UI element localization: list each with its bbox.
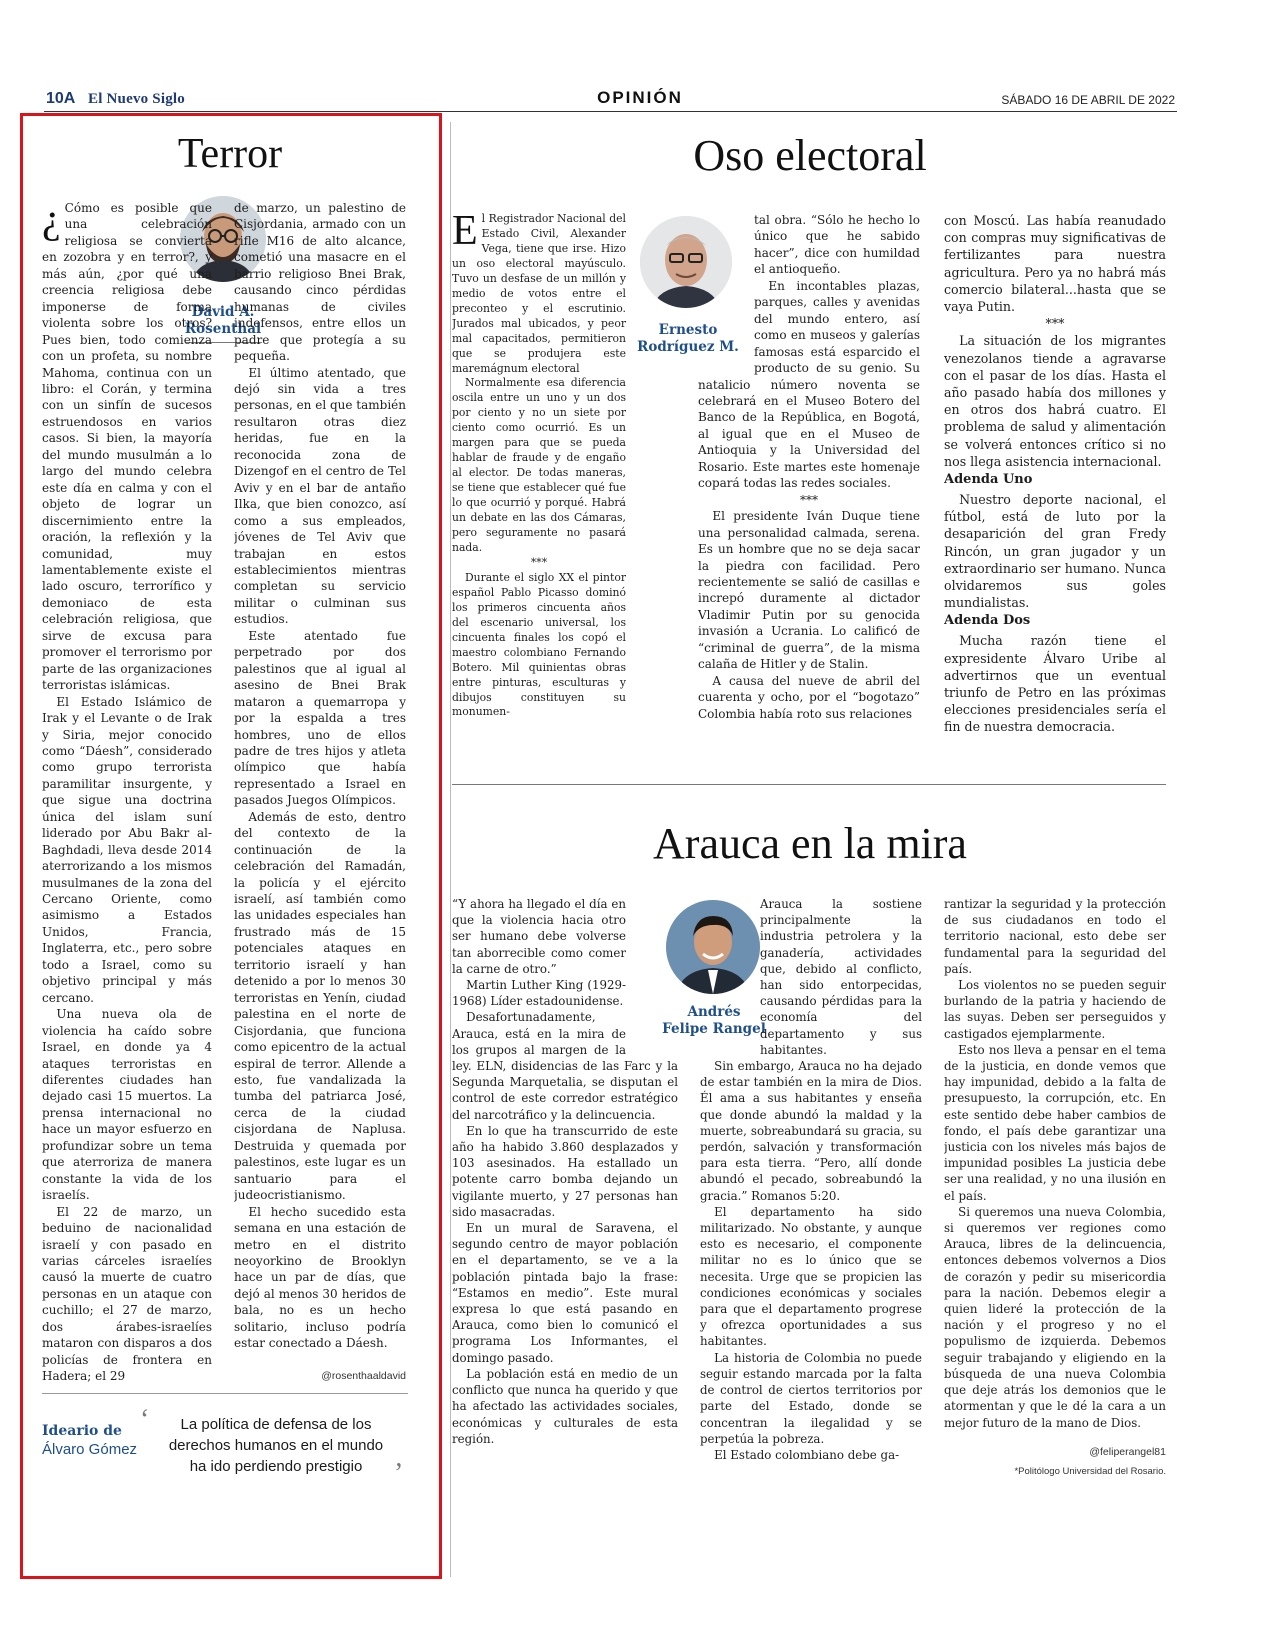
issue-date: SÁBADO 16 DE ABRIL DE 2022 (1001, 93, 1175, 107)
author-second-line: Felipe Rangel (662, 1021, 766, 1037)
twitter-handle-rangel[interactable]: @feliperangel81 (1089, 1446, 1166, 1458)
ideario-label: Ideario de (42, 1423, 122, 1439)
separator: *** (1045, 316, 1065, 332)
paragraph: La situación de los migrantes venezolanos tiende a agravarse con el pasar de los días. Hasta el año pasado había dos millones y en otros dos habrá cuatro. El problema de salud y alimentación se volverá entonces crítico si no nos llega asistencia internacional. (944, 333, 1166, 469)
paragraph: Cómo es posible que una celebración religiosa se convierta en zozobra y en terror?, y más aún, ¿por qué una creencia religiosa debe imponerse de forma violenta sobre los otros? Pues bien, todo comienza con un profeta, su nombre Mahoma, continua con un libro: el Corán, y termina con un sinfín de sucesos estruendosos en varios casos. Si bien, la mayoría del mundo musulmán a lo largo del mundo celebra este día en calma y con el objeto de lograr un discernimiento entre la oración, la reflexión y la comunidad, muy lamentablemente existe el lado oscuro, terrorífico y demoniaco de esta celebración religiosa, que sirve de excusa para promover el terrorismo por parte de las organizaciones terroristas islámicas. (42, 201, 212, 693)
paragraph: tal obra. “Sólo he hecho lo único que he sabido hacer”, dice con humildad el antioqueño. (754, 213, 920, 277)
paragraph: Sin embargo, Arauca no ha dejado de estar también en la mira de Dios. Él ama a sus habitantes y enseña que donde abundó la maldad y la muerte, sobreabundará su gracia, su perdón, salvación y transformación para esta tierra. “Pero, allí donde abundó el pecado, sobreabundó la gracia.” Romanos 5:20. (700, 1059, 922, 1203)
paragraph: Una nueva ola de violencia ha caído sobre Israel, en donde ya 4 ataques terroristas en diferentes ciudades han dejado casi 15 muertos. La prensa internacional no hace un mayor esfuerzo en profundizar sobre un tema que aterroriza de manera constante la vida de los israelís. (42, 1007, 212, 1203)
close-quote-icon: ’ (394, 1458, 404, 1489)
section-divider (452, 784, 1166, 785)
publication-name: El Nuevo Siglo (88, 91, 185, 107)
paragraph: A causa del nueve de abril del cuarenta y ocho, por el “bogotazo” Colombia había roto sus relaciones (698, 673, 920, 721)
article-title-terror: Terror (177, 131, 283, 177)
paragraph: Mucha razón tiene el expresidente Álvaro Uribe al advertirnos que un eventual triunfo de Petro en las próximas elecciones presidenciales sería el fin de nuestra democracia. (944, 633, 1166, 735)
article-title-arauca: Arauca en la mira (653, 819, 967, 868)
terror-column-1 (42, 200, 212, 1390)
separator: *** (800, 492, 818, 507)
ideario-author: Álvaro Gómez (42, 1441, 138, 1458)
paragraph: En un mural de Saravena, el segundo centro de mayor población en el departamento, se ve a la población pintada bajo la frase: “Estamos en medio”. Este mural expresa lo que está pasando en Arauca, como bien lo comunicó el programa Los Informantes, el domingo pasado. (452, 1221, 678, 1365)
paragraph: Además de esto, dentro del contexto de la continuación de la celebración del Ramadán, la policía y el ejército israelí, así también como las unidades especiales han frustrado más de 15 potenciales ataques en territorio israelí y han detenido a por lo menos 30 terroristas en Yenín, ciudad palestina en el norte de Cisjordania, que funciona como epicentro de la actual espiral de terror. Allende a esto, fue vandalizada la tumba del patriarca José, cerca de la ciudad cisjordana de Naplusa. Destruida y quemada por palestinos, este lugar es un santuario para el judeocristianismo. (234, 809, 406, 1203)
paragraph: El hecho sucedido esta semana en una estación de metro en el distrito neoyorkino de Brooklyn hace un par de días, que dejó al menos 30 heridos de bala, no es un hecho solitario, incluso podría estar conectado a Dáesh. (234, 1204, 406, 1351)
oso-column-2 (698, 212, 920, 742)
open-quote-icon: ‘ (140, 1404, 150, 1435)
page-number: 10A (46, 90, 76, 107)
author-footnote: *Politólogo Universidad del Rosario. (1014, 1466, 1166, 1477)
subheading-adenda-dos: Adenda Dos (944, 613, 1031, 629)
dropcap: ¿ (42, 200, 61, 242)
oso-column-1 (452, 212, 626, 742)
terror-column-2 (234, 200, 406, 1360)
article-title-oso: Oso electoral (693, 131, 927, 180)
author-first-line: Ernesto (658, 322, 718, 338)
subheading-adenda-uno: Adenda Uno (944, 472, 1033, 488)
paragraph: El Estado colombiano debe ga- (714, 1447, 900, 1462)
paragraph: El presidente Iván Duque tiene una personalidad calmada, serena. Es un hombre que no se deja sacar la piedra con facilidad. Pero recientemente se salió de casillas e increpó duramente al dictador Vladimir Putin por su genocida invasión a Ucrania. Lo calificó de “criminal de guerra”, de la misma calaña de Hitler y de Stalin. (698, 509, 920, 672)
paragraph: La historia de Colombia no puede seguir estando marcada por la falta de control de ciertos territorios por parte del Estado, donde se concentran la ilegalidad y se perpetúa la pobreza. (700, 1350, 922, 1446)
paragraph: La población está en medio de un conflicto que nunca ha querido y que ha afectado las actividades sociales, económicas y culturales de esta región. (452, 1366, 678, 1446)
paragraph: Esto nos lleva a pensar en el tema de la justicia, en donde vemos que hay impunidad, debido a la falta de presupuesto, la corrupción, etc. En este sentido debe haber cambios de fondo, el país debe garantizar una justicia con los niveles más bajos de impunidad posibles La justicia debe ser una realidad, y no una ilusión en el país. (944, 1042, 1166, 1203)
paragraph: Nuestro deporte nacional, el fútbol, está de luto por la desaparición del gran Fredy Rincón, un gran jugador y un extraordinario ser humano. Nunca olvidaremos sus goles mundialistas. (944, 492, 1166, 611)
paragraph: Este atentado fue perpetrado por dos palestinos que al igual al asesino de Bnei Brak mataron a quemarropa y por la espalda a tres hombres, uno de ellos padre de tres hijos y atleta olímpico que había representado a Israel en pasados Juegos Olímpicos. (234, 628, 406, 808)
dropcap: E (452, 212, 478, 254)
column-divider (450, 122, 451, 1577)
photo-wrap-spacer (698, 212, 754, 362)
photo-wrap-spacer (700, 896, 760, 1046)
photo-wrap-spacer (626, 896, 678, 1046)
ideario-rule (42, 1393, 408, 1394)
twitter-handle-rosenthal[interactable]: @rosenthaaldavid (321, 1370, 406, 1382)
paragraph: En incontables plazas, parques, calles y avenidas del mundo entero, así como en museos y galerías famosas está esparcido el producto de su genio. Su natalicio número noventa se celebrará en el Museo Botero del Banco de la República, en Bogotá, al igual que en el Museo de Antioquia y la Universidad del Rosario. Este martes este homenaje copará todas las redes sociales. (698, 278, 920, 491)
arauca-column-3 (944, 896, 1166, 1440)
oso-column-3 (944, 212, 1166, 742)
paragraph: El 22 de marzo, un beduino de nacionalidad israelí y con pasado en varias cárceles israelíes causó la muerte de cuatro personas en un ataque con cuchillo; el 27 de marzo, dos árabes-israelíes mataron con disparos a dos policías de frontera en Hadera; el 29 (42, 1204, 212, 1384)
paragraph: l Registrador Nacional del Estado Civil, Alexander Vega, tiene que irse. Hizo un oso electoral mayúsculo. Tuvo un desfase de un millón y medio de votos entre el preconteo y el escrutinio. Jurados mal ubicados, y peor mal capacitados, permitieron que se produjera este maremágnum electoral (452, 212, 626, 375)
paragraph: El último atentado, que dejó sin vida a tres personas, en el que también resultaron otras diez heridas, fue en la reconocida zona de Dizengof en el centro de Tel Aviv y en el bar de antaño Ilka, que bien conozco, así como a sus empleados, jóvenes de Tel Aviv que trabajan en estos establecimientos mientras completan su servicio militar o culminan sus estudios. (234, 365, 406, 627)
author-first-line: Andrés (687, 1004, 741, 1020)
paragraph: de marzo, un palestino de Cisjordania, armado con un rifle M16 de alto alcance, cometió una masacre en el barrio religioso Bnei Brak, causando cinco pérdidas humanas de civiles indefensos, entre ellos un padre que protegía a su pequeña. (234, 201, 406, 364)
paragraph: El Estado Islámico de Irak y el Levante o de Irak y Siria, mejor conocido como “Dáesh”, considerado como grupo terrorista paramilitar insurgente, y que sigue una doctrina única del islam suní liderado por Abu Bakr al-Baghdadi, lleva desde 2014 aterrorizando a los mismos musulmanes de la zona del Cercano Oriente, como asimismo a Estados Unidos, Francia, Inglaterra, etc., pero sobre todo a Israel, como su objetivo principal y más cercano. (42, 694, 212, 1005)
paragraph: Martin Luther King (1929-1968) Líder estadounidense. (452, 978, 626, 1009)
separator: *** (530, 555, 548, 569)
author-second-line: Rosenthal (184, 321, 262, 337)
masthead-rule (44, 111, 1177, 112)
author-first-line: David A. (191, 304, 255, 320)
paragraph: “Y ahora ha llegado el día en que la violencia hacia otro ser humano debe volverse tan aborrecible como comer la carne de otro.” (452, 897, 626, 976)
section-title: OPINIÓN (597, 88, 683, 107)
paragraph: Arauca la sostiene principalmente la industria petrolera y la ganadería, actividades que, debido al conflicto, han sido entorpecidas, causando pérdidas para la economía del departamento y sus habitantes. (760, 897, 922, 1057)
paragraph: Durante el siglo XX el pintor español Pablo Picasso dominó los primeros cincuenta años del escenario universal, los cincuenta finales los copó el maestro colombiano Fernando Botero. Mil quinientas obras entre pinturas, esculturas y dibujos constituyen su monumen- (452, 570, 626, 719)
paragraph: Si queremos una nueva Colombia, si queremos ver regiones como Arauca, libres de la delincuencia, entonces debemos volvernos a Dios de corazón y pedir su misericordia para la nación. Debemos elegir a quien lideré la protección de la nación y el progreso y no el populismo de izquierda. Debemos seguir trabajando y eligiendo en la búsqueda de una nueva Colombia que deje atrás los demonios que le atormentan y que le dé la cara a un mejor futuro de la mano de Dios. (944, 1204, 1166, 1430)
paragraph: Desafortunadamente, Arauca, está en la mira de los grupos al margen de la ley. ELN, disidencias de las Farc y la Segunda Marquetalia, se disputan el control de este corredor estratégico del narcotráfico y la delincuencia. (452, 1010, 678, 1122)
paragraph: rantizar la seguridad y la protección de sus ciudadanos en todo el territorio nacional, esto debe ser fundamental para la seguridad del país. (944, 897, 1166, 976)
paragraph: Los violentos no se pueden seguir burlando de la patria y haciendo de las suyas. Deben ser perseguidos y castigados ejemplarmente. (944, 978, 1166, 1041)
paragraph: En lo que ha transcurrido de este año ha habido 3.860 desplazados y 103 asesinados. Ha estallado un potente carro bomba dejando un vigilante muerto, y 27 personas han sido masacradas. (452, 1123, 678, 1219)
paragraph: El departamento ha sido militarizado. No obstante, y aunque esto es necesario, el componente militar no es lo único que se necesita. Urge que se propicien las condiciones económicas y sociales para que el departamento progrese y ofrezca oportunidades a sus habitantes. (700, 1204, 922, 1349)
author-second-line: Rodríguez M. (637, 339, 739, 355)
paragraph: con Moscú. Las había reanudado con compras muy significativas de fertilizantes para nuestra agricultura. Pero ya no habrá más comercio bilateral...hasta que se vaya Putin. (944, 213, 1166, 315)
paragraph: Normalmente esa diferencia oscila entre un uno y un dos por ciento y no un siete por ciento como ocurrió. Es un margen para que se pueda hablar de fraude y de engaño al elector. De todas maneras, se tiene que establecer qué fue lo que ocurrió y porqué. Habrá un debate en las dos Cámaras, pero seguramente no pasará nada. (452, 376, 626, 554)
arauca-column-2 (700, 896, 922, 1476)
ideario-quote: La política de defensa de los derechos humanos en el mundo ha ido perdiendo prestigio (168, 1416, 384, 1475)
arauca-column-1 (452, 896, 678, 1476)
